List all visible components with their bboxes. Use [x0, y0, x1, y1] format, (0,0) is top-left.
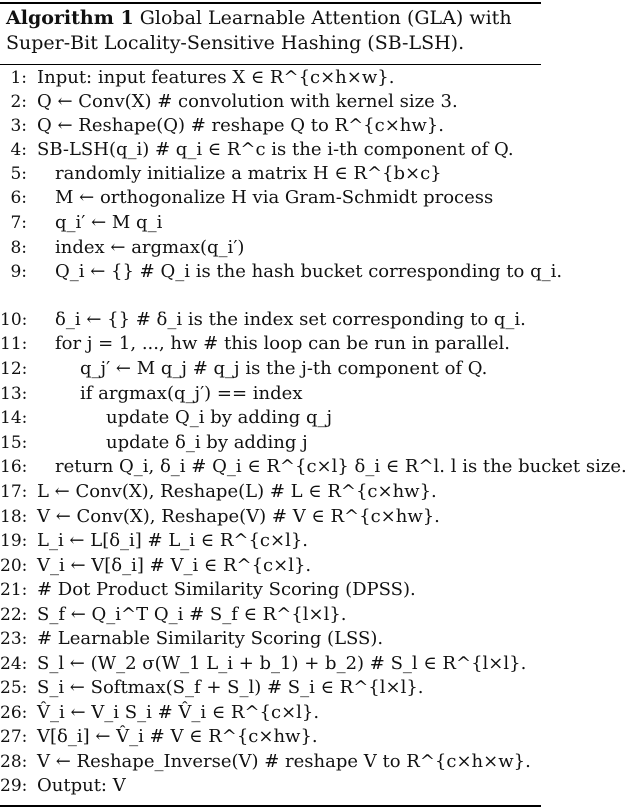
line-text: V ← Reshape_Inverse(V) # reshape V to R^{c×h×w}. [37, 751, 531, 772]
line-text: L_i ← L[δ_i] # L_i ∈ R^{c×l}. [37, 530, 309, 551]
algorithm-label: Algorithm 1 [6, 7, 134, 29]
algorithm-line [0, 357, 541, 381]
algorithm-line [0, 211, 541, 235]
line-text: update Q_i by adding q_j [106, 407, 333, 428]
line-number: 1: [10, 68, 27, 88]
line-number: 13: [0, 384, 28, 404]
line-number: 6: [10, 188, 27, 208]
line-text: q_i′ ← M q_i [55, 212, 163, 233]
algorithm-line [0, 138, 541, 162]
algorithm-line [0, 652, 541, 676]
algorithm-line [0, 260, 563, 284]
line-number: 12: [0, 359, 28, 379]
line-text: for j = 1, ..., hw # this loop can be run in parallel. [55, 333, 511, 354]
line-text: q_j′ ← M q_j # q_j is the j-th component of Q. [80, 358, 488, 379]
line-number: 7: [10, 213, 27, 233]
line-number: 5: [10, 164, 27, 184]
line-text: Input: input features X ∈ R^{c×h×w}. [37, 67, 395, 88]
algorithm-line [0, 332, 541, 356]
line-number: 25: [0, 678, 28, 698]
line-text: Q_i ← {} # Q_i is the hash bucket corresponding to q_i. [55, 261, 563, 282]
line-text: Q ← Conv(X) # convolution with kernel size 3. [37, 91, 458, 112]
caption-rule [0, 64, 541, 65]
line-number: 28: [0, 752, 28, 772]
algorithm-line [0, 162, 541, 186]
line-number: 15: [0, 433, 28, 453]
line-text: S_f ← Q_i^T Q_i # S_f ∈ R^{l×l}. [37, 604, 347, 625]
algorithm-line [0, 627, 541, 651]
line-text: Q ← Reshape(Q) # reshape Q to R^{c×hw}. [37, 115, 444, 136]
line-text: V̂_i ← V_i S_i # V̂_i ∈ R^{c×l}. [37, 702, 320, 723]
line-text: δ_i ← {} # δ_i is the index set corresponding to q_i. [55, 309, 526, 330]
algorithm-line [0, 505, 541, 529]
algorithm-line [0, 114, 541, 138]
algorithm-line [0, 774, 541, 798]
line-number: 24: [0, 654, 28, 674]
line-number: 4: [10, 140, 27, 160]
line-number: 19: [0, 531, 28, 551]
line-number: 16: [0, 457, 28, 477]
top-rule [0, 2, 541, 4]
algorithm-title: Global Learnable Attention (GLA) with Super-Bit Locality-Sensitive Hashing (SB-LSH). [6, 7, 512, 54]
algorithm-line [0, 406, 541, 430]
line-text: if argmax(q_j′) == index [80, 383, 303, 404]
algorithm-line [0, 676, 541, 700]
line-text: # Dot Product Similarity Scoring (DPSS). [37, 579, 416, 600]
line-number: 26: [0, 703, 28, 723]
line-number: 27: [0, 727, 28, 747]
line-text: Output: V [37, 775, 126, 796]
algorithm-line [0, 455, 627, 479]
line-number: 21: [0, 580, 28, 600]
line-number: 2: [10, 92, 27, 112]
line-text: S_i ← Softmax(S_f + S_l) # S_i ∈ R^{l×l}. [37, 677, 424, 698]
line-text: # Learnable Similarity Scoring (LSS). [37, 628, 384, 649]
line-number: 8: [10, 238, 27, 258]
line-text: V_i ← V[δ_i] # V_i ∈ R^{c×l}. [37, 555, 312, 576]
line-number: 29: [0, 776, 28, 796]
line-text: update δ_i by adding j [106, 432, 308, 453]
algorithm-line [0, 480, 541, 504]
algorithm-line [0, 725, 541, 749]
line-text: M ← orthogonalize H via Gram-Schmidt process [55, 187, 494, 208]
algorithm-line [0, 90, 541, 114]
line-text: return Q_i, δ_i # Q_i ∈ R^{c×l} δ_i ∈ R^l. l is the bucket size. [55, 456, 627, 477]
bottom-rule [0, 805, 541, 807]
line-text: V ← Conv(X), Reshape(V) # V ∈ R^{c×hw}. [37, 506, 440, 527]
line-text: S_l ← (W_2 σ(W_1 L_i + b_1) + b_2) # S_l ∈ R^{l×l}. [37, 653, 527, 674]
algorithm-caption [6, 6, 536, 56]
line-number: 14: [0, 408, 28, 428]
line-text: SB-LSH(q_i) # q_i ∈ R^c is the i-th component of Q. [37, 139, 514, 160]
line-number: 3: [10, 116, 27, 136]
algorithm-line [0, 382, 541, 406]
algorithm-line [0, 308, 541, 332]
line-number: 20: [0, 556, 28, 576]
line-number: 11: [0, 334, 28, 354]
line-number: 10: [0, 310, 28, 330]
algorithm-line [0, 578, 541, 602]
line-text: V[δ_i] ← V̂_i # V ∈ R^{c×hw}. [37, 726, 318, 747]
algorithm-line [0, 431, 541, 455]
algorithm-line [0, 186, 541, 210]
line-number: 17: [0, 482, 28, 502]
line-number: 9: [10, 262, 27, 282]
line-text: randomly initialize a matrix H ∈ R^{b×c} [55, 163, 442, 184]
algorithm-line [0, 66, 541, 90]
algorithm-line [0, 529, 541, 553]
algorithm-line [0, 603, 541, 627]
algorithm-line [0, 750, 541, 774]
line-number: 18: [0, 507, 28, 527]
line-number: 23: [0, 629, 28, 649]
line-text: index ← argmax(q_i′) [55, 237, 245, 258]
algorithm-line [0, 236, 541, 260]
line-text: L ← Conv(X), Reshape(L) # L ∈ R^{c×hw}. [37, 481, 437, 502]
line-number: 22: [0, 605, 28, 625]
algorithm-line [0, 701, 541, 725]
algorithm-line [0, 554, 541, 578]
